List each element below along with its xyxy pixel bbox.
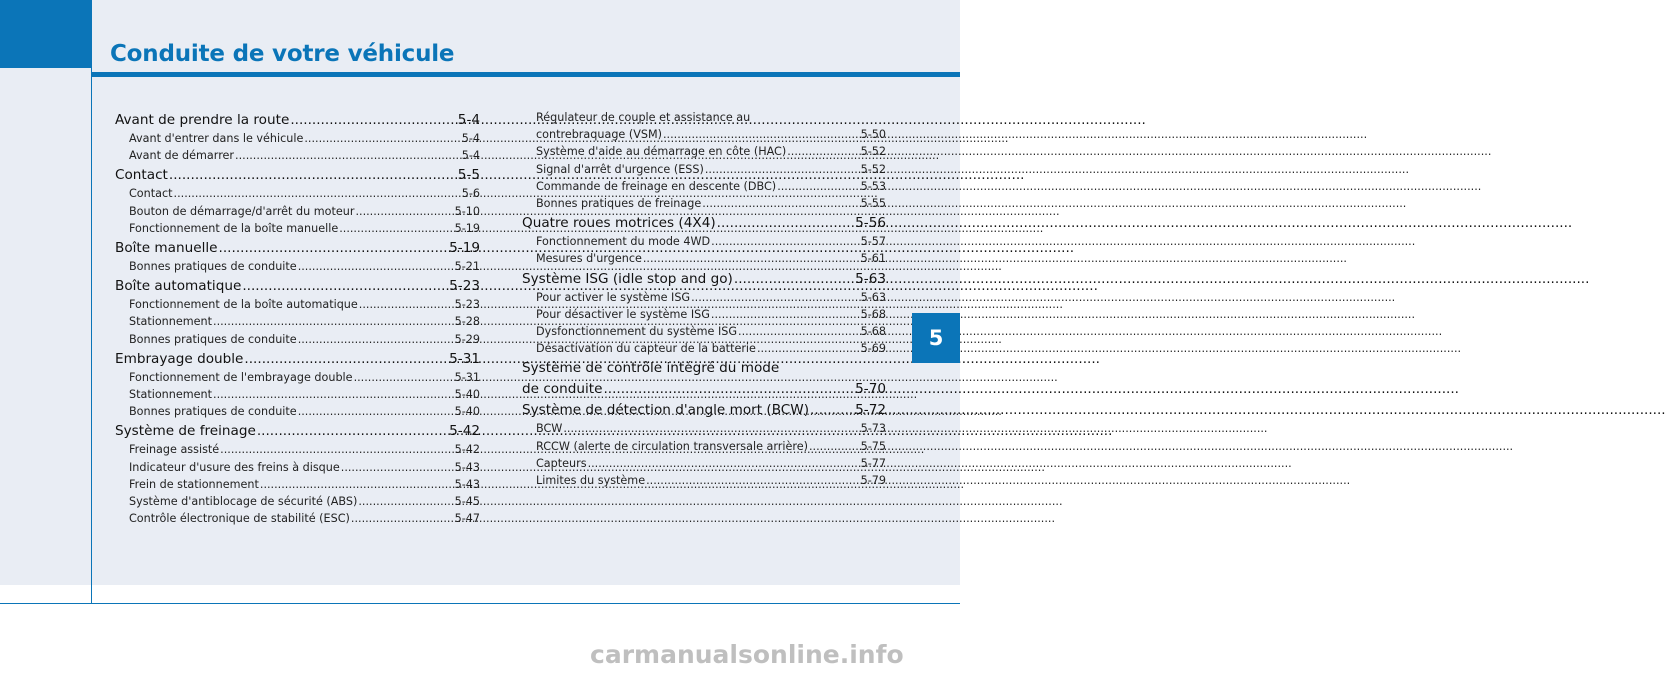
toc-subentry[interactable] [115, 258, 480, 275]
dot-leader [777, 178, 859, 195]
toc-entry-title: Régulateur de couple et assistance au [536, 111, 751, 124]
toc-entry-title: Bonnes pratiques de conduite [129, 332, 297, 346]
dot-leader [298, 331, 454, 348]
toc-subentry[interactable] [115, 313, 480, 330]
toc-subentry[interactable] [522, 472, 886, 489]
toc-entry-title: Boîte automatique [115, 278, 242, 295]
toc-entry-title: Système de contrôle intégré du mode [522, 360, 780, 377]
toc-subentry[interactable] [115, 331, 480, 348]
dot-leader [220, 441, 453, 458]
toc-subentry[interactable] [522, 420, 886, 437]
toc-entry-title: Stationnement [129, 315, 213, 329]
toc-entry-title: Bonnes pratiques de conduite [129, 260, 297, 274]
toc-entry-title: Signal d'arrêt d'urgence (ESS) [536, 162, 704, 176]
toc-page-number: 5-72 [855, 402, 886, 419]
toc-entry-title: Système ISG (idle stop and go) [522, 270, 733, 287]
dot-leader [810, 400, 854, 420]
toc-entry-title: Pour désactiver le système ISG [536, 307, 710, 321]
toc-entry-title: Limites du système [536, 474, 646, 488]
dot-leader [717, 213, 854, 233]
watermark: carmanualsonline.info [590, 640, 904, 669]
toc-page-number: 5-4 [461, 149, 480, 163]
toc-section-entry[interactable] [115, 165, 480, 185]
toc-entry-title: Quatre roues motrices (4X4) [522, 215, 716, 232]
toc-entry-title: Capteurs [536, 456, 587, 470]
toc-subentry[interactable] [522, 161, 886, 178]
toc-entry-title: BCW [536, 422, 563, 436]
toc-subentry[interactable] [522, 233, 886, 250]
dot-leader [787, 143, 859, 160]
toc-entry-title: Bonnes pratiques de freinage [536, 197, 702, 211]
toc-page-number: 5-40 [454, 405, 480, 419]
toc-page-number: 5-10 [454, 204, 480, 218]
toc-subentry[interactable] [115, 296, 480, 313]
toc-entry-title: Dysfonctionnement du système ISG [536, 325, 738, 339]
toc-page-number: 5-31 [449, 350, 480, 367]
toc-entry-title: Pour activer le système ISG [536, 290, 691, 304]
toc-page-number: 5-21 [454, 260, 480, 274]
dot-leader [290, 110, 456, 130]
toc-entry-title: Bouton de démarrage/d'arrêt du moteur [129, 204, 355, 218]
toc-page-number: 5-69 [860, 342, 886, 356]
toc-subentry[interactable] [522, 109, 886, 126]
toc-page-number: 5-57 [860, 235, 886, 249]
toc-section-entry[interactable] [115, 238, 480, 258]
dot-leader [341, 459, 454, 476]
toc-page-number: 5-43 [454, 460, 480, 474]
dot-leader [257, 421, 448, 441]
dot-leader [702, 195, 859, 212]
dot-leader [298, 258, 454, 275]
toc-subentry[interactable] [522, 289, 886, 306]
toc-subentry[interactable] [522, 340, 886, 357]
toc-page-number: 5-29 [454, 332, 480, 346]
toc-section-entry[interactable] [115, 421, 480, 441]
toc-subentry[interactable] [115, 441, 480, 458]
dot-leader [359, 296, 454, 313]
toc-page-number: 5-5 [457, 167, 480, 184]
toc-subentry[interactable] [115, 369, 480, 386]
toc-section-entry[interactable] [522, 400, 886, 420]
dot-leader [603, 379, 854, 399]
toc-entry-title: Indicateur d'usure des freins à disque [129, 460, 340, 474]
toc-entry-title: Embrayage double [115, 350, 244, 367]
header-color-band [0, 0, 92, 68]
toc-page-number: 5-43 [454, 477, 480, 491]
dot-leader [691, 289, 860, 306]
toc-page-number: 5-4 [457, 112, 480, 128]
dot-leader [213, 386, 454, 403]
toc-page-number: 5-77 [860, 456, 886, 470]
toc-subentry[interactable] [522, 143, 886, 160]
toc-entry-title: Avant de démarrer [129, 149, 235, 163]
toc-page-number: 5-63 [855, 270, 886, 287]
toc-section-entry[interactable] [115, 349, 480, 369]
toc-page-number: 5-47 [454, 512, 480, 526]
toc-subentry[interactable] [522, 323, 886, 340]
toc-subentry[interactable] [115, 510, 480, 527]
footer-rule [0, 603, 960, 604]
toc-page-number: 5-6 [461, 187, 480, 201]
dot-leader [643, 250, 860, 267]
toc-entry-title: Fonctionnement de la boîte manuelle [129, 221, 339, 235]
dot-leader [588, 455, 860, 472]
toc-subentry[interactable] [115, 220, 480, 237]
toc-subentry[interactable] [522, 455, 886, 472]
dot-leader [355, 203, 453, 220]
dot-leader [351, 510, 454, 527]
toc-page-number: 5-50 [860, 128, 886, 142]
dot-leader [219, 238, 449, 258]
dot-leader [169, 165, 457, 185]
toc-page-number: 5-45 [454, 495, 480, 509]
toc-subentry[interactable] [115, 476, 480, 493]
toc-page-number: 5-42 [449, 423, 480, 440]
toc-subentry[interactable] [115, 386, 480, 403]
toc-entry-title: Avant d'entrer dans le véhicule [129, 132, 304, 145]
chapter-tab[interactable]: 5 [912, 313, 960, 363]
toc-page-number: 5-23 [454, 298, 480, 312]
dot-leader [174, 185, 461, 202]
toc-entry-title: Fonctionnement de la boîte automatique [129, 298, 358, 312]
toc-subentry[interactable] [522, 306, 886, 323]
margin-rule [91, 0, 92, 603]
toc-page-number: 5-63 [860, 290, 886, 304]
dot-leader [757, 340, 860, 357]
toc-subentry[interactable] [115, 493, 480, 510]
dot-leader [809, 438, 860, 455]
toc-entry-title: Système de détection d'angle mort (BCW) [522, 402, 810, 419]
toc-subentry[interactable] [115, 147, 480, 164]
toc-entry-title: Système de freinage [115, 423, 256, 440]
toc-subentry[interactable] [522, 250, 886, 267]
toc-section-entry[interactable] [522, 269, 886, 289]
toc-subentry[interactable] [522, 178, 886, 195]
dot-leader [734, 269, 854, 289]
dot-leader [304, 130, 460, 147]
toc-page-number: 5-19 [449, 240, 480, 257]
toc-entry-title: Frein de stationnement [129, 477, 259, 491]
toc-page-number: 5-40 [454, 388, 480, 402]
dot-leader [242, 276, 448, 296]
toc-entry-title: Mesures d'urgence [536, 252, 642, 266]
dot-leader [738, 323, 860, 340]
toc-column-left [115, 109, 480, 527]
dot-leader [711, 233, 859, 250]
toc-entry-title: contrebraquage (VSM) [536, 128, 662, 142]
toc-page-number: 5-31 [454, 370, 480, 384]
toc-subentry[interactable] [522, 438, 886, 455]
toc-subentry[interactable] [115, 403, 480, 420]
toc-page-number: 5-52 [860, 145, 886, 159]
toc-subentry[interactable] [115, 185, 480, 202]
toc-section-entry[interactable] [522, 379, 886, 399]
toc-section-entry[interactable] [522, 358, 886, 378]
toc-page-number: 5-79 [860, 474, 886, 488]
toc-page-number: 5-70 [855, 381, 886, 398]
toc-page-number: 5-73 [860, 422, 886, 436]
toc-page-number: 5-52 [860, 162, 886, 176]
toc-page-number: 5-53 [860, 179, 886, 193]
toc-page-number: 5-42 [454, 443, 480, 457]
toc-entry-title: Freinage assisté [129, 443, 220, 457]
toc-entry-title: Fonctionnement du mode 4WD [536, 235, 711, 249]
dot-leader [235, 147, 461, 164]
toc-subentry[interactable] [522, 126, 886, 143]
dot-leader [339, 220, 453, 237]
dot-leader [646, 472, 860, 489]
dot-leader [213, 313, 454, 330]
toc-entry-title: Boîte manuelle [115, 240, 218, 257]
dot-leader [298, 403, 454, 420]
toc-page-number: 5-23 [449, 278, 480, 295]
toc-subentry[interactable] [115, 459, 480, 476]
toc-page-number: 5-55 [860, 197, 886, 211]
toc-entry-title: Désactivation du capteur de la batterie [536, 342, 756, 356]
title-underline [92, 72, 960, 77]
toc-section-entry[interactable] [522, 213, 886, 233]
toc-entry-title: Système d'antiblocage de sécurité (ABS) [129, 495, 358, 509]
toc-entry-title: Fonctionnement de l'embrayage double [129, 370, 353, 384]
toc-section-entry[interactable] [115, 110, 480, 130]
toc-page-number: 5-28 [454, 315, 480, 329]
toc-subentry[interactable] [115, 130, 480, 147]
toc-page-number: 5-19 [454, 221, 480, 235]
toc-entry-title: Contact [115, 167, 168, 184]
dot-leader [358, 493, 453, 510]
dot-leader [260, 476, 454, 493]
toc-page-number: 5-75 [860, 439, 886, 453]
toc-entry-title: de conduite [522, 381, 603, 398]
dot-leader [711, 306, 860, 323]
toc-subentry[interactable] [115, 203, 480, 220]
toc-entry-title: Contrôle électronique de stabilité (ESC) [129, 512, 350, 526]
toc-entry-title: RCCW (alerte de circulation transversale arrière) [536, 439, 808, 453]
toc-entry-title: Système d'aide au démarrage en côte (HAC) [536, 145, 787, 159]
dot-leader [705, 161, 860, 178]
toc-page-number: 5-61 [860, 252, 886, 266]
toc-subentry[interactable] [522, 195, 886, 212]
toc-page-number: 5-56 [855, 215, 886, 232]
dot-leader [563, 420, 859, 437]
toc-page-number: 5-68 [860, 325, 886, 339]
toc-entry-title: Contact [129, 187, 173, 201]
toc-page-number: 5-4 [461, 132, 480, 145]
page-title: Conduite de votre véhicule [110, 41, 455, 67]
toc-entry-title: Avant de prendre la route [115, 112, 290, 128]
toc-entry-title: Stationnement [129, 388, 213, 402]
dot-leader [663, 126, 860, 143]
dot-leader [354, 369, 454, 386]
dot-leader [244, 349, 448, 369]
toc-entry-title: Commande de freinage en descente (DBC) [536, 179, 777, 193]
toc-page-number: 5-68 [860, 307, 886, 321]
toc-column-right [522, 109, 886, 489]
toc-section-entry[interactable] [115, 276, 480, 296]
toc-entry-title: Bonnes pratiques de conduite [129, 405, 297, 419]
